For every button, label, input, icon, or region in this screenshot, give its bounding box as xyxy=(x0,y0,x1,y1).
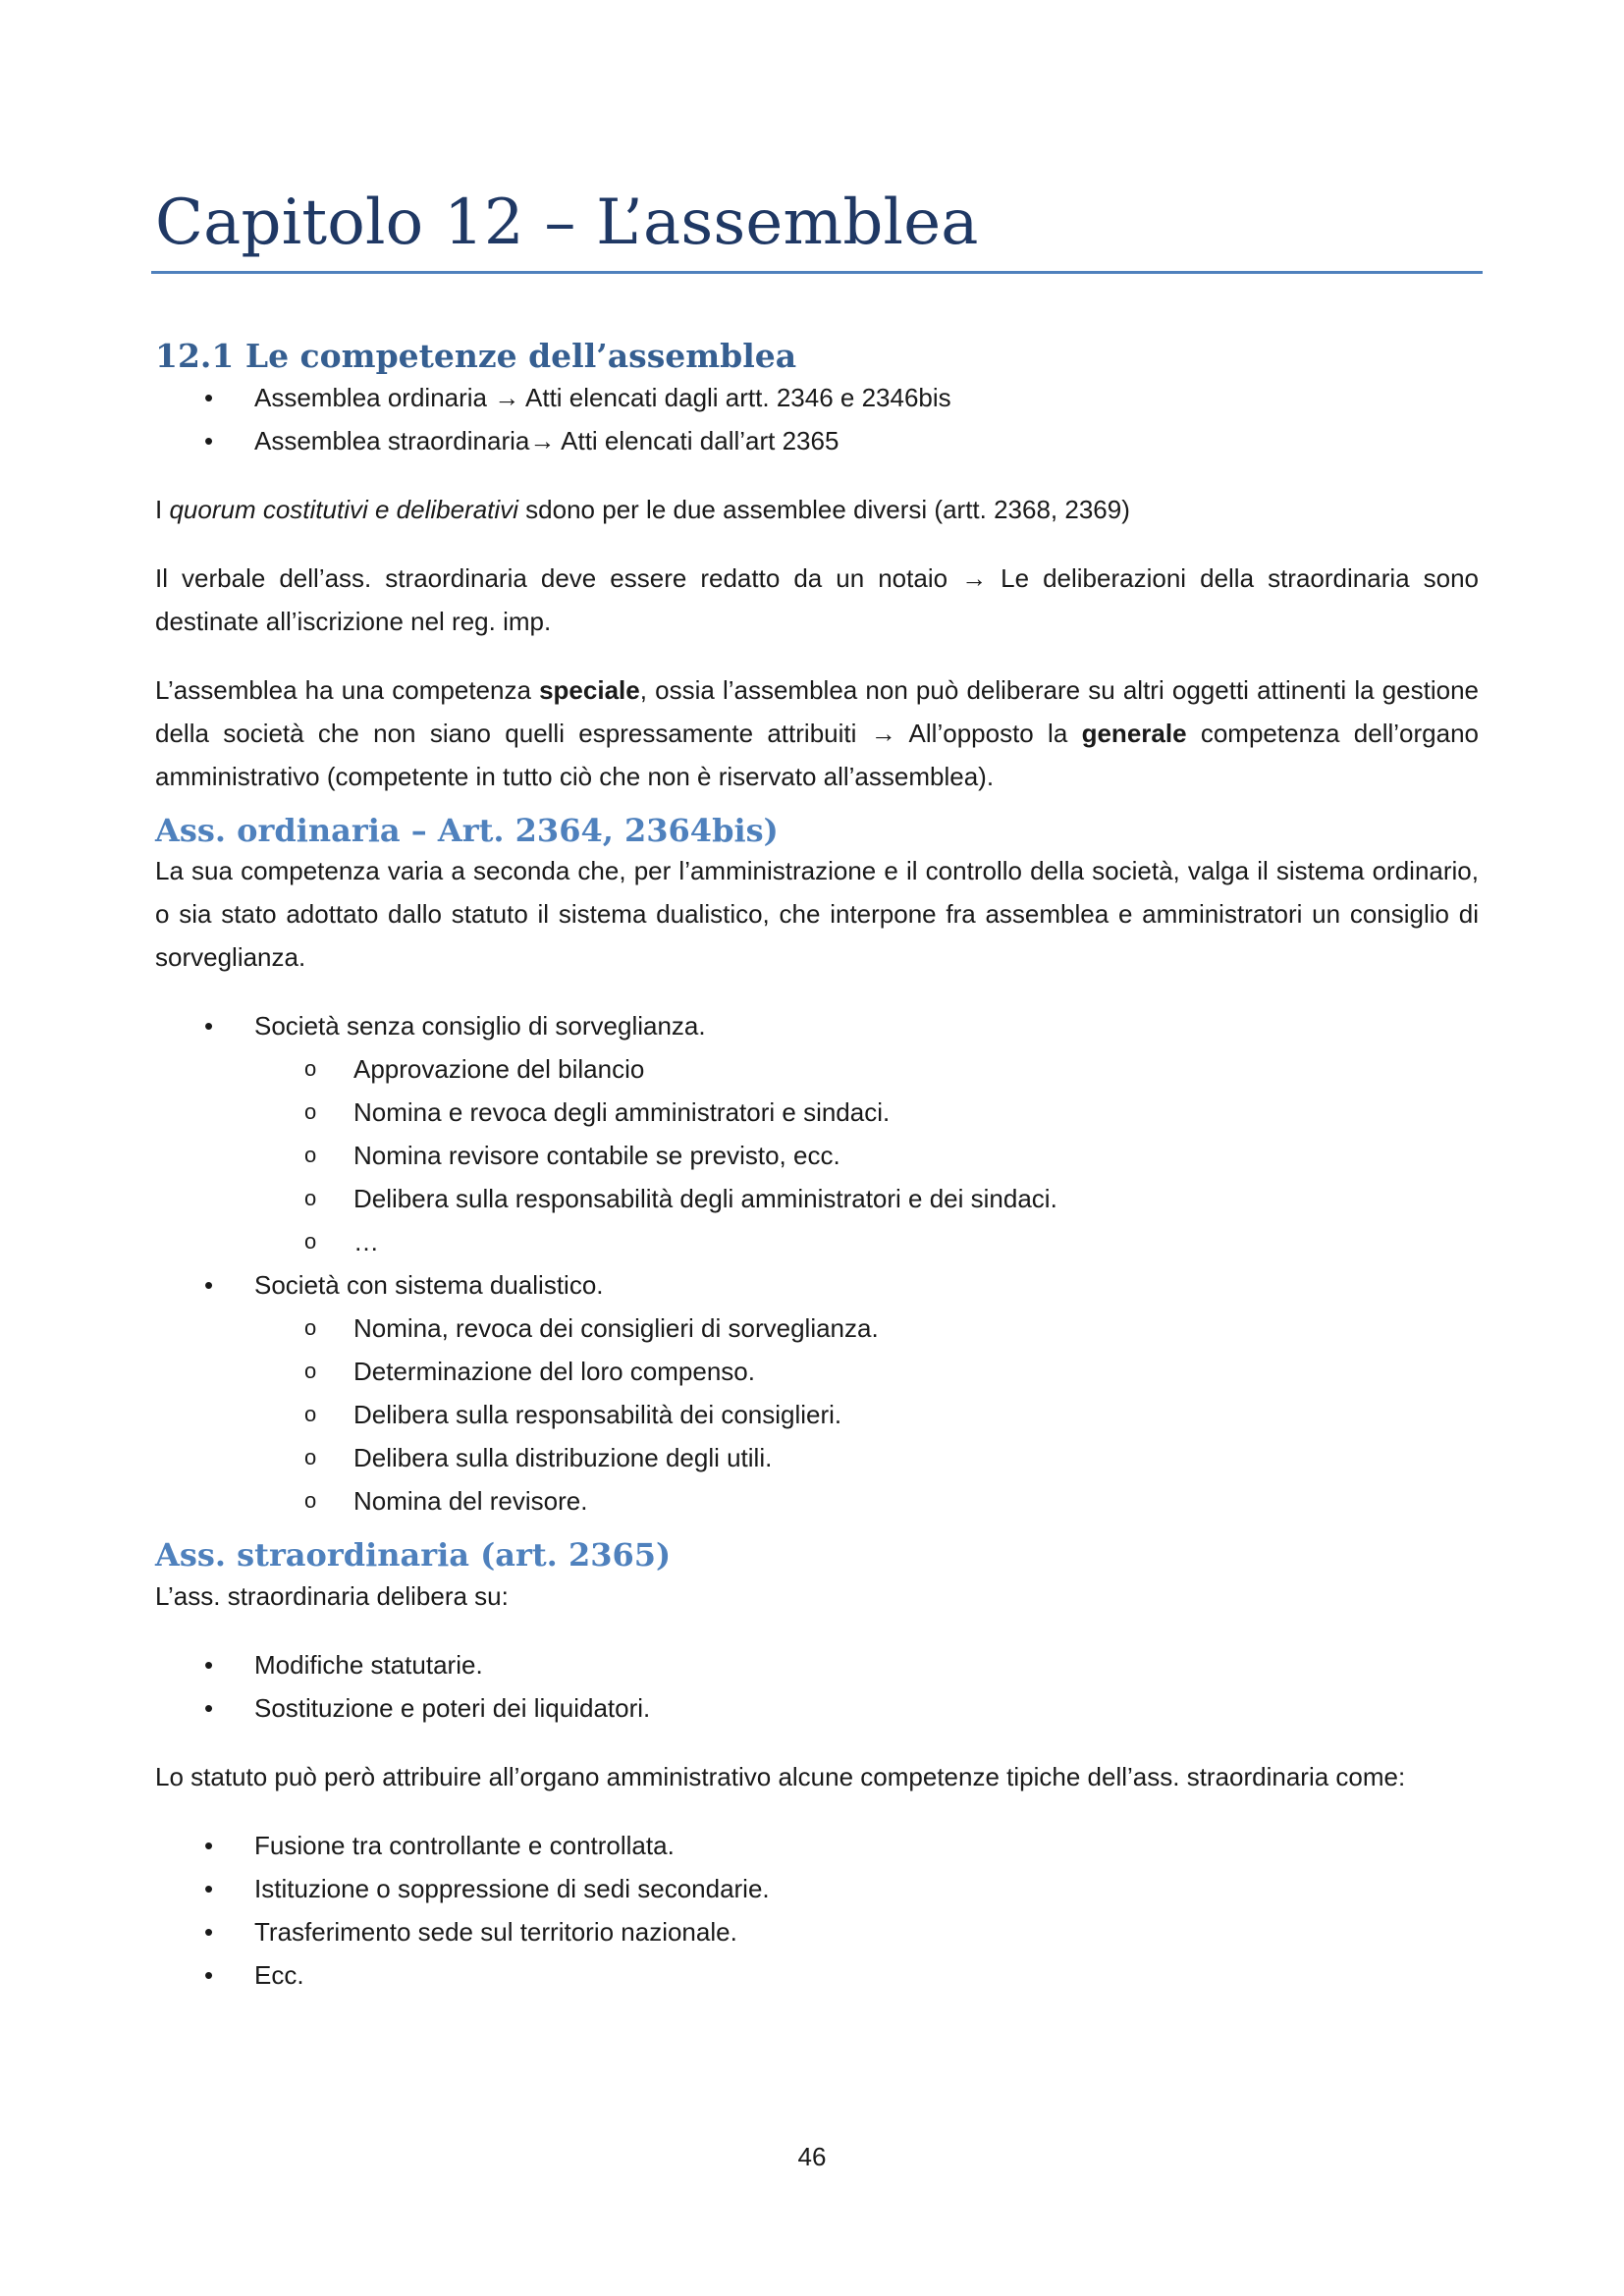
paragraph-verbale: Il verbale dell’ass. straordinaria deve essere redatto da un notaio → Le deliberazioni della straordinaria sono destinate all’iscrizione nel reg. imp. xyxy=(155,562,1479,636)
list-item-text: Modifiche statutarie. xyxy=(254,1649,483,1680)
list-item xyxy=(155,1824,1479,1867)
bullet-icon: • xyxy=(204,1959,214,1990)
list-item xyxy=(155,1643,1479,1686)
bullet-icon: • xyxy=(204,1830,214,1860)
sub-list-item xyxy=(155,1479,1479,1522)
bullet-icon: • xyxy=(204,1916,214,1947)
subsection-heading-straordinaria: Ass. straordinaria (art. 2365) xyxy=(155,1536,672,1575)
bullet-icon: • xyxy=(204,382,214,412)
sub-list-item xyxy=(155,1436,1479,1479)
sub-list-item xyxy=(155,1220,1479,1263)
bullet-list-competenze-delegabili xyxy=(155,1824,1479,1997)
bullet-icon: • xyxy=(204,1692,214,1723)
circle-bullet-icon: o xyxy=(304,1445,317,1470)
page-content xyxy=(155,188,1479,1997)
circle-bullet-icon: o xyxy=(304,1229,317,1255)
sub-list-senza-consiglio xyxy=(254,1047,1479,1263)
sub-list-item-text: Nomina del revisore. xyxy=(353,1486,588,1517)
chapter-title: Capitolo 12 – L’assemblea xyxy=(155,187,979,259)
section-heading-competenze: 12.1 Le competenze dell’assemblea xyxy=(155,337,797,376)
paragraph-competenza xyxy=(155,668,1479,798)
list-item xyxy=(155,376,1479,419)
list-item-text: Assemblea ordinaria → Atti elencati dagli artt. 2346 e 2346bis xyxy=(254,382,951,412)
bullet-list-assemblee xyxy=(155,376,1479,462)
sub-list-item xyxy=(155,1091,1479,1134)
sub-list-item xyxy=(155,1307,1479,1350)
paragraph-statuto: Lo statuto può però attribuire all’organo amministrativo alcune competenze tipiche dell’ass. straordinaria come: xyxy=(155,1761,1406,1791)
bullet-icon: • xyxy=(204,425,214,455)
sub-list-item-text: Delibera sulla distribuzione degli utili. xyxy=(353,1443,773,1473)
competenza-bold-speciale: speciale xyxy=(539,674,640,705)
bullet-icon: • xyxy=(204,1649,214,1680)
competenza-part2: , ossia l’assemblea non può deliberare su altri oggetti attinenti la gestione della società che non siano quelli espressamente attribuiti → All’opposto la xyxy=(155,674,1480,748)
bullet-list-straordinaria xyxy=(155,1643,1479,1730)
circle-bullet-icon: o xyxy=(304,1099,317,1125)
sub-list-item-text: Nomina e revoca degli amministratori e sindaci. xyxy=(353,1097,891,1128)
list-item xyxy=(155,1686,1479,1730)
list-item xyxy=(155,1910,1479,1953)
circle-bullet-icon: o xyxy=(304,1056,317,1082)
list-item-text: Società con sistema dualistico. xyxy=(254,1270,604,1301)
sub-list-item xyxy=(155,1393,1479,1436)
sub-list-item-text: Nomina revisore contabile se previsto, ecc. xyxy=(353,1141,840,1171)
bullet-icon: • xyxy=(204,1270,214,1301)
bullet-list-ordinaria xyxy=(155,1004,1479,1522)
quorum-suffix: sdono per le due assemblee diversi (artt. 2368, 2369) xyxy=(517,494,1130,524)
list-item xyxy=(155,1263,1479,1522)
list-item-text: Assemblea straordinaria→ Atti elencati dall’art 2365 xyxy=(254,425,839,455)
paragraph-quorum xyxy=(155,488,1479,531)
paragraph-straordinaria-intro: L’ass. straordinaria delibera su: xyxy=(155,1580,509,1611)
list-item-text: Sostituzione e poteri dei liquidatori. xyxy=(254,1692,651,1723)
circle-bullet-icon: o xyxy=(304,1143,317,1168)
sub-list-dualistico xyxy=(254,1307,1479,1522)
list-item xyxy=(155,1867,1479,1910)
competenza-part3: competenza dell’organo amministrativo (competente in tutto ciò che non è riservato all’assemblea). xyxy=(155,718,1479,791)
sub-list-item xyxy=(155,1047,1479,1091)
competenza-bold-generale: generale xyxy=(1081,718,1187,748)
list-item-text: Fusione tra controllante e controllata. xyxy=(254,1830,675,1860)
bullet-icon: • xyxy=(204,1873,214,1903)
competenza-part1: L’assemblea ha una competenza xyxy=(155,674,540,705)
sub-list-item xyxy=(155,1134,1479,1177)
sub-list-item-text: Nomina, revoca dei consiglieri di sorveglianza. xyxy=(353,1313,879,1344)
quorum-prefix: I xyxy=(155,494,170,524)
circle-bullet-icon: o xyxy=(304,1359,317,1384)
circle-bullet-icon: o xyxy=(304,1315,317,1341)
list-item xyxy=(155,419,1479,462)
quorum-italic: quorum costitutivi e deliberativi xyxy=(169,494,518,524)
circle-bullet-icon: o xyxy=(304,1488,317,1514)
bullet-icon: • xyxy=(204,1011,214,1041)
sub-list-item-text: … xyxy=(353,1227,379,1257)
list-item-text: Società senza consiglio di sorveglianza. xyxy=(254,1011,706,1041)
list-item xyxy=(155,1004,1479,1263)
sub-list-item-text: Approvazione del bilancio xyxy=(353,1054,645,1085)
sub-list-item xyxy=(155,1350,1479,1393)
circle-bullet-icon: o xyxy=(304,1186,317,1211)
list-item-text: Istituzione o soppressione di sedi secondarie. xyxy=(254,1873,770,1903)
sub-list-item-text: Determinazione del loro compenso. xyxy=(353,1357,755,1387)
page-number: 46 xyxy=(797,2142,827,2171)
sub-list-item-text: Delibera sulla responsabilità dei consiglieri. xyxy=(353,1400,842,1430)
subsection-heading-ordinaria: Ass. ordinaria – Art. 2364, 2364bis) xyxy=(155,811,779,849)
list-item-text: Ecc. xyxy=(254,1959,304,1990)
sub-list-item xyxy=(155,1177,1479,1220)
sub-list-item-text: Delibera sulla responsabilità degli amministratori e dei sindaci. xyxy=(353,1184,1057,1214)
paragraph-ordinaria-intro: La sua competenza varia a seconda che, per l’amministrazione e il controllo della società, valga il sistema ordinario, o sia stato adottato dallo statuto il sistema dualistico, che interpone fra assemblea e amministratori un consiglio di sorveglianza. xyxy=(155,856,1479,973)
list-item-text: Trasferimento sede sul territorio nazionale. xyxy=(254,1916,737,1947)
list-item xyxy=(155,1953,1479,1997)
circle-bullet-icon: o xyxy=(304,1402,317,1427)
chapter-title-rule xyxy=(151,271,1483,274)
